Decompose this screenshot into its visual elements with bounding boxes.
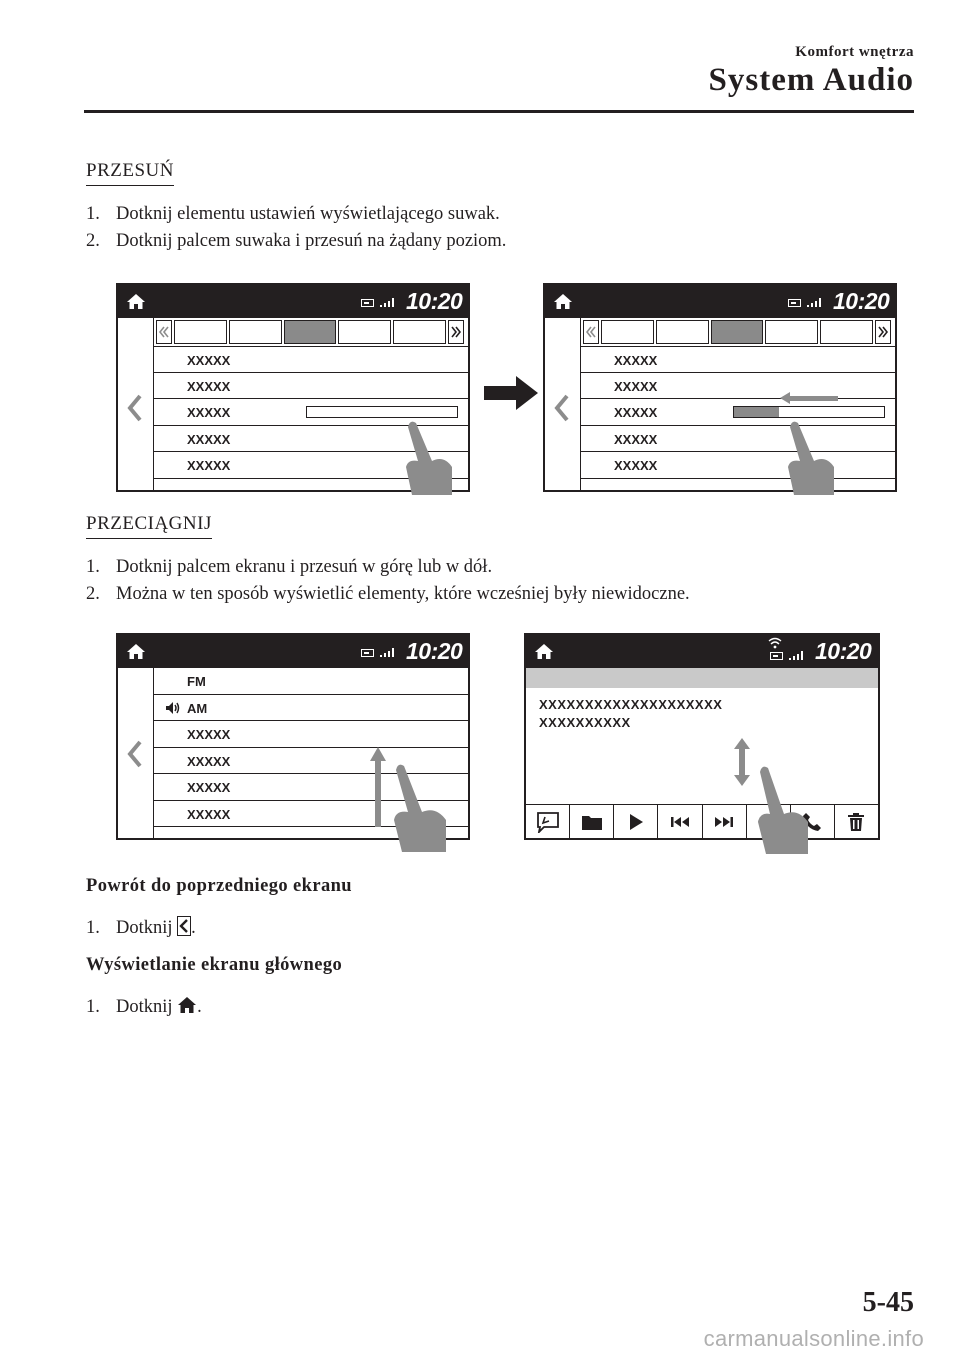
item-label: XXXXX <box>614 405 658 420</box>
list-item[interactable] <box>154 346 468 373</box>
drag-step-1 <box>86 557 492 578</box>
home-icon[interactable] <box>126 292 146 310</box>
home-heading: Wyświetlanie ekranu głównego <box>86 955 343 975</box>
back-chevron-icon[interactable] <box>127 394 143 422</box>
step-end: . <box>191 918 196 938</box>
step-number: 1. <box>86 997 100 1017</box>
double-chevron-left-icon <box>159 326 169 338</box>
sms-reply-icon <box>535 811 561 833</box>
list-item[interactable] <box>154 721 468 748</box>
item-label: XXXXX <box>187 780 231 795</box>
back-panel[interactable] <box>545 318 581 490</box>
section-title: Komfort wnętrza <box>795 44 914 60</box>
item-label: AM <box>187 700 208 716</box>
drag-step-2 <box>86 584 690 605</box>
hand-touch-icon <box>754 762 812 854</box>
slide-step-2 <box>86 231 506 252</box>
item-label: XXXXX <box>187 431 231 447</box>
step-end: . <box>197 997 202 1017</box>
home-icon <box>177 995 197 1015</box>
clock: 10:20 <box>833 288 890 314</box>
item-label: XXXXX <box>187 405 231 420</box>
tab[interactable] <box>229 320 282 344</box>
tab[interactable] <box>601 320 654 344</box>
watermark: carmanualsonline.info <box>703 1326 924 1351</box>
list-item-am[interactable] <box>154 695 468 722</box>
back-step <box>86 916 196 939</box>
step-number: 2. <box>86 231 100 251</box>
step-number: 1. <box>86 918 100 938</box>
list-item[interactable] <box>154 373 468 400</box>
back-chevron-icon <box>177 916 191 936</box>
back-panel[interactable] <box>118 668 154 838</box>
sms-reply-button[interactable] <box>526 805 570 838</box>
double-chevron-right-icon <box>451 326 461 338</box>
list-item-fm[interactable] <box>154 668 468 695</box>
home-step <box>86 995 202 1018</box>
item-label: XXXXX <box>614 378 658 394</box>
drag-heading: PRZECIĄGNIJ <box>86 513 212 539</box>
tab[interactable] <box>338 320 391 344</box>
header-divider <box>84 110 914 113</box>
trash-icon <box>847 812 865 832</box>
list-item[interactable] <box>581 452 895 479</box>
double-chevron-right-icon <box>878 326 888 338</box>
home-icon[interactable] <box>553 292 573 310</box>
back-chevron-icon[interactable] <box>127 740 143 768</box>
previous-track-button[interactable] <box>658 805 702 838</box>
delete-button[interactable] <box>835 805 878 838</box>
item-label: FM <box>187 674 206 689</box>
status-bar <box>118 285 468 318</box>
home-icon[interactable] <box>534 642 554 660</box>
list-item[interactable] <box>581 373 895 400</box>
settings-list <box>581 346 895 479</box>
back-heading: Powrót do poprzedniego ekranu <box>86 876 352 896</box>
tab-bar <box>154 320 468 346</box>
tab-scroll-left[interactable] <box>583 320 599 344</box>
status-bar <box>545 285 895 318</box>
step-text: Dotknij <box>116 918 173 938</box>
slide-heading: PRZESUŃ <box>86 160 174 186</box>
tab-scroll-right[interactable] <box>448 320 464 344</box>
page-title: System Audio <box>708 62 914 98</box>
clock: 10:20 <box>406 288 463 314</box>
back-chevron-icon[interactable] <box>554 394 570 422</box>
list-item[interactable] <box>581 426 895 453</box>
message-header-bar <box>526 668 878 688</box>
next-track-icon <box>714 816 734 828</box>
tab[interactable] <box>656 320 709 344</box>
play-button[interactable] <box>614 805 658 838</box>
play-icon <box>628 813 644 831</box>
page-number: 5-45 <box>862 1287 914 1318</box>
wifi-icon <box>768 637 782 649</box>
tab-bar <box>581 320 895 346</box>
item-label: XXXXX <box>187 753 231 769</box>
item-label: XXXXX <box>187 353 231 368</box>
double-chevron-left-icon <box>586 326 596 338</box>
message-line-2: XXXXXXXXXX <box>539 715 631 730</box>
tab[interactable] <box>765 320 818 344</box>
step-number: 1. <box>86 557 100 577</box>
clock: 10:20 <box>815 638 872 664</box>
battery-icon <box>788 299 801 307</box>
tab[interactable] <box>174 320 227 344</box>
step-number: 2. <box>86 584 100 604</box>
battery-icon <box>770 652 783 660</box>
signal-icon <box>380 297 396 307</box>
battery-icon <box>361 649 374 657</box>
tab-active[interactable] <box>711 320 764 344</box>
list-item[interactable] <box>581 346 895 373</box>
slide-left-arrow-icon <box>776 390 840 418</box>
item-label: XXXXX <box>614 431 658 447</box>
message-screen <box>524 633 880 840</box>
item-label: XXXXX <box>187 458 231 473</box>
folder-button[interactable] <box>570 805 614 838</box>
step-text: Dotknij palcem ekranu i przesuń w górę lub w dół. <box>116 557 493 577</box>
hand-touch-icon <box>390 760 450 852</box>
step-text: Można w ten sposób wyświetlić elementy, które wcześniej były niewidoczne. <box>116 584 690 604</box>
drag-up-down-arrow-icon <box>730 737 754 787</box>
list-item[interactable] <box>581 399 895 426</box>
slider-fill <box>734 407 779 417</box>
back-panel[interactable] <box>118 318 154 490</box>
step-text: Dotknij <box>116 997 173 1017</box>
right-arrow-icon <box>482 372 540 414</box>
drag-up-arrow-icon <box>368 745 388 827</box>
tab[interactable] <box>393 320 446 344</box>
message-line-1: XXXXXXXXXXXXXXXXXXXX <box>539 697 723 712</box>
tab-scroll-left[interactable] <box>156 320 172 344</box>
next-track-button[interactable] <box>703 805 747 838</box>
signal-icon <box>807 297 823 307</box>
status-bar <box>118 635 468 668</box>
folder-icon <box>581 813 603 831</box>
status-bar <box>526 635 878 668</box>
item-label: XXXXX <box>187 727 231 742</box>
hand-touch-icon <box>400 415 456 495</box>
slider-screen-after <box>543 283 897 492</box>
tab-scroll-right[interactable] <box>875 320 891 344</box>
speaker-icon <box>165 701 181 715</box>
hand-touch-icon <box>782 415 838 495</box>
item-label: XXXXX <box>614 458 658 473</box>
step-text: Dotknij palcem suwaka i przesuń na żądany poziom. <box>116 231 507 251</box>
item-label: XXXXX <box>187 378 231 394</box>
signal-icon <box>380 647 396 657</box>
tab[interactable] <box>820 320 873 344</box>
battery-icon <box>361 299 374 307</box>
step-number: 1. <box>86 204 100 224</box>
item-label: XXXXX <box>614 353 658 368</box>
item-label: XXXXX <box>187 806 231 822</box>
slide-step-1 <box>86 204 500 225</box>
home-icon[interactable] <box>126 642 146 660</box>
step-text: Dotknij elementu ustawień wyświetlającego suwak. <box>116 204 500 224</box>
message-controls <box>526 804 878 838</box>
tab-active[interactable] <box>284 320 337 344</box>
previous-track-icon <box>670 816 690 828</box>
clock: 10:20 <box>406 638 463 664</box>
signal-icon <box>789 650 805 660</box>
